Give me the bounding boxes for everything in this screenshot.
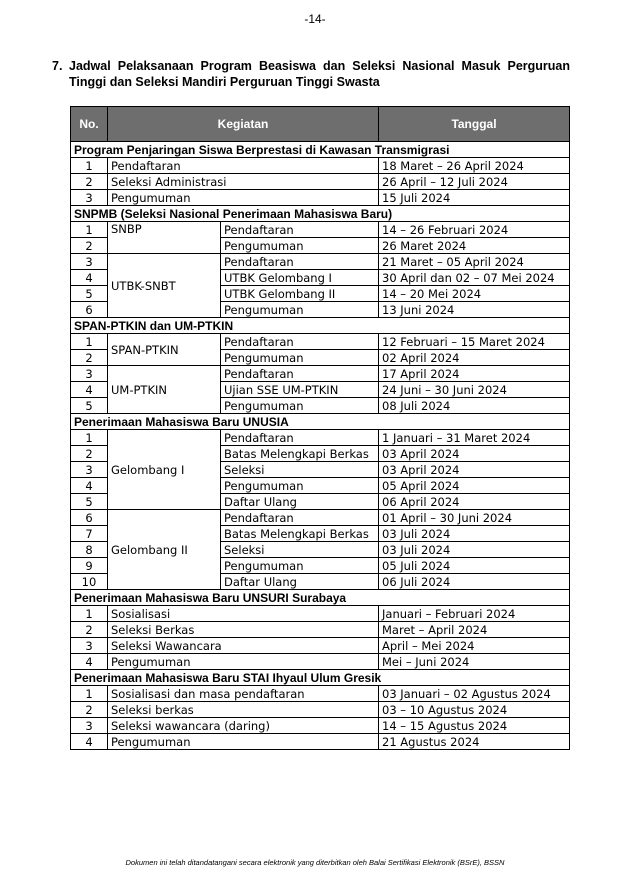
row-tanggal: 14 – 15 Agustus 2024: [379, 718, 570, 734]
row-tanggal: April – Mei 2024: [379, 638, 570, 654]
row-no: 4: [71, 654, 108, 670]
row-kegiatan: Pengumuman: [108, 654, 379, 670]
table-row: [71, 222, 570, 238]
table-row: [71, 254, 570, 270]
row-tanggal: 13 Juni 2024: [379, 302, 570, 318]
row-kegiatan: Pengumuman: [221, 478, 379, 494]
table-header-row: [71, 107, 570, 142]
row-no: 2: [71, 174, 108, 190]
section-title-transmigrasi: Program Penjaringan Siswa Berprestasi di Kawasan Transmigrasi: [71, 142, 570, 158]
row-no: 1: [71, 158, 108, 174]
table-row: [71, 334, 570, 350]
row-kegiatan: Seleksi wawancara (daring): [108, 718, 379, 734]
section-title-unsuri: Penerimaan Mahasiswa Baru UNSURI Surabaya: [71, 590, 570, 606]
row-no: 1: [71, 334, 108, 350]
row-no: 1: [71, 430, 108, 446]
row-no: 9: [71, 558, 108, 574]
row-kegiatan: Pendaftaran: [221, 366, 379, 382]
row-kegiatan: Seleksi Administrasi: [108, 174, 379, 190]
row-tanggal: 01 April – 30 Juni 2024: [379, 510, 570, 526]
header-tanggal: Tanggal: [379, 107, 570, 142]
group-label: UM-PTKIN: [108, 366, 221, 414]
page-number: -14-: [304, 12, 326, 26]
row-no: 1: [71, 222, 108, 238]
row-kegiatan: Sosialisasi: [108, 606, 379, 622]
table-row: [71, 734, 570, 750]
row-tanggal: 06 April 2024: [379, 494, 570, 510]
row-tanggal: 26 April – 12 Juli 2024: [379, 174, 570, 190]
row-no: 1: [71, 686, 108, 702]
row-tanggal: 17 April 2024: [379, 366, 570, 382]
row-kegiatan: Daftar Ulang: [221, 574, 379, 590]
row-kegiatan: Seleksi: [221, 462, 379, 478]
row-tanggal: 03 Juli 2024: [379, 526, 570, 542]
section-title-snpmb: SNPMB (Seleksi Nasional Penerimaan Mahasiswa Baru): [71, 206, 570, 222]
row-kegiatan: Seleksi Wawancara: [108, 638, 379, 654]
section-number: 7.: [52, 59, 63, 73]
row-tanggal: 14 – 20 Mei 2024: [379, 286, 570, 302]
row-no: 8: [71, 542, 108, 558]
table-row: [71, 510, 570, 526]
footer-note: Dokumen ini telah ditandatangani secara elektronik yang diterbitkan oleh Balai Sertifikasi Elektronik (BSrE), BSSN: [125, 858, 505, 867]
row-no: 3: [71, 190, 108, 206]
row-kegiatan: Seleksi: [221, 542, 379, 558]
section-title-stai: Penerimaan Mahasiswa Baru STAI Ihyaul Ulum Gresik: [71, 670, 570, 686]
row-tanggal: 24 Juni – 30 Juni 2024: [379, 382, 570, 398]
table-row: [71, 430, 570, 446]
table-row: [71, 190, 570, 206]
row-no: 6: [71, 302, 108, 318]
row-kegiatan: Pengumuman: [108, 190, 379, 206]
row-tanggal: 03 Juli 2024: [379, 542, 570, 558]
row-tanggal: 1 Januari – 31 Maret 2024: [379, 430, 570, 446]
row-no: 2: [71, 702, 108, 718]
table-row: [71, 654, 570, 670]
section-title: Jadwal Pelaksanaan Program Beasiswa dan Seleksi Nasional Masuk Perguruan Tinggi dan Seleksi Mandiri Perguruan Tinggi Swasta: [69, 59, 570, 89]
row-tanggal: 30 April dan 02 – 07 Mei 2024: [379, 270, 570, 286]
row-tanggal: 21 Agustus 2024: [379, 734, 570, 750]
table-row: [71, 702, 570, 718]
row-kegiatan: Pendaftaran: [221, 510, 379, 526]
row-tanggal: Maret – April 2024: [379, 622, 570, 638]
row-kegiatan: Pendaftaran: [221, 430, 379, 446]
row-no: 4: [71, 478, 108, 494]
row-tanggal: 05 Juli 2024: [379, 558, 570, 574]
row-kegiatan: Pengumuman: [221, 350, 379, 366]
row-kegiatan: Pendaftaran: [221, 254, 379, 270]
row-no: 3: [71, 462, 108, 478]
header-kegiatan: Kegiatan: [108, 107, 379, 142]
table-row: [71, 158, 570, 174]
row-kegiatan: Pengumuman: [221, 238, 379, 254]
row-kegiatan: Seleksi Berkas: [108, 622, 379, 638]
table-row: [71, 718, 570, 734]
row-no: 2: [71, 238, 108, 254]
group-label: Gelombang I: [108, 430, 221, 510]
row-no: 5: [71, 494, 108, 510]
table-row: [71, 174, 570, 190]
group-label: SNBP: [108, 222, 221, 254]
row-no: 3: [71, 254, 108, 270]
row-kegiatan: Daftar Ulang: [221, 494, 379, 510]
row-tanggal: 08 Juli 2024: [379, 398, 570, 414]
row-no: 4: [71, 734, 108, 750]
section-row: [71, 318, 570, 334]
row-kegiatan: Seleksi berkas: [108, 702, 379, 718]
row-no: 4: [71, 270, 108, 286]
row-kegiatan: Batas Melengkapi Berkas: [221, 526, 379, 542]
row-tanggal: 03 April 2024: [379, 462, 570, 478]
row-no: 10: [71, 574, 108, 590]
row-tanggal: 18 Maret – 26 April 2024: [379, 158, 570, 174]
row-tanggal: 05 April 2024: [379, 478, 570, 494]
row-kegiatan: UTBK Gelombang I: [221, 270, 379, 286]
row-kegiatan: Ujian SSE UM-PTKIN: [221, 382, 379, 398]
header-no: No.: [71, 107, 108, 142]
row-no: 2: [71, 350, 108, 366]
row-tanggal: 14 – 26 Februari 2024: [379, 222, 570, 238]
section-heading: [52, 58, 570, 90]
row-no: 7: [71, 526, 108, 542]
section-row: [71, 590, 570, 606]
row-no: 1: [71, 606, 108, 622]
row-kegiatan: Batas Melengkapi Berkas: [221, 446, 379, 462]
section-title-unusia: Penerimaan Mahasiswa Baru UNUSIA: [71, 414, 570, 430]
row-tanggal: Januari – Februari 2024: [379, 606, 570, 622]
group-label: UTBK-SNBT: [108, 254, 221, 318]
section-row: [71, 670, 570, 686]
row-kegiatan: Pengumuman: [221, 302, 379, 318]
row-no: 6: [71, 510, 108, 526]
row-no: 3: [71, 638, 108, 654]
row-no: 3: [71, 718, 108, 734]
schedule-table: [70, 106, 570, 750]
row-tanggal: Mei – Juni 2024: [379, 654, 570, 670]
row-kegiatan: UTBK Gelombang II: [221, 286, 379, 302]
row-tanggal: 03 Januari – 02 Agustus 2024: [379, 686, 570, 702]
table-row: [71, 606, 570, 622]
row-no: 4: [71, 382, 108, 398]
row-no: 2: [71, 622, 108, 638]
row-kegiatan: Pengumuman: [221, 398, 379, 414]
table-row: [71, 366, 570, 382]
row-tanggal: 03 April 2024: [379, 446, 570, 462]
section-row: [71, 206, 570, 222]
row-no: 5: [71, 286, 108, 302]
row-tanggal: 06 Juli 2024: [379, 574, 570, 590]
section-row: [71, 142, 570, 158]
group-label: Gelombang II: [108, 510, 221, 590]
row-kegiatan: Pengumuman: [221, 558, 379, 574]
section-title-ptkin: SPAN-PTKIN dan UM-PTKIN: [71, 318, 570, 334]
row-kegiatan: Sosialisasi dan masa pendaftaran: [108, 686, 379, 702]
row-tanggal: 26 Maret 2024: [379, 238, 570, 254]
row-tanggal: 02 April 2024: [379, 350, 570, 366]
section-row: [71, 414, 570, 430]
row-tanggal: 15 Juli 2024: [379, 190, 570, 206]
table-row: [71, 622, 570, 638]
table-row: [71, 686, 570, 702]
row-no: 2: [71, 446, 108, 462]
row-no: 5: [71, 398, 108, 414]
row-kegiatan: Pendaftaran: [221, 334, 379, 350]
row-kegiatan: Pengumuman: [108, 734, 379, 750]
group-label: SPAN-PTKIN: [108, 334, 221, 366]
row-kegiatan: Pendaftaran: [221, 222, 379, 238]
row-no: 3: [71, 366, 108, 382]
row-tanggal: 03 – 10 Agustus 2024: [379, 702, 570, 718]
row-tanggal: 12 Februari – 15 Maret 2024: [379, 334, 570, 350]
row-tanggal: 21 Maret – 05 April 2024: [379, 254, 570, 270]
row-kegiatan: Pendaftaran: [108, 158, 379, 174]
table-row: [71, 638, 570, 654]
